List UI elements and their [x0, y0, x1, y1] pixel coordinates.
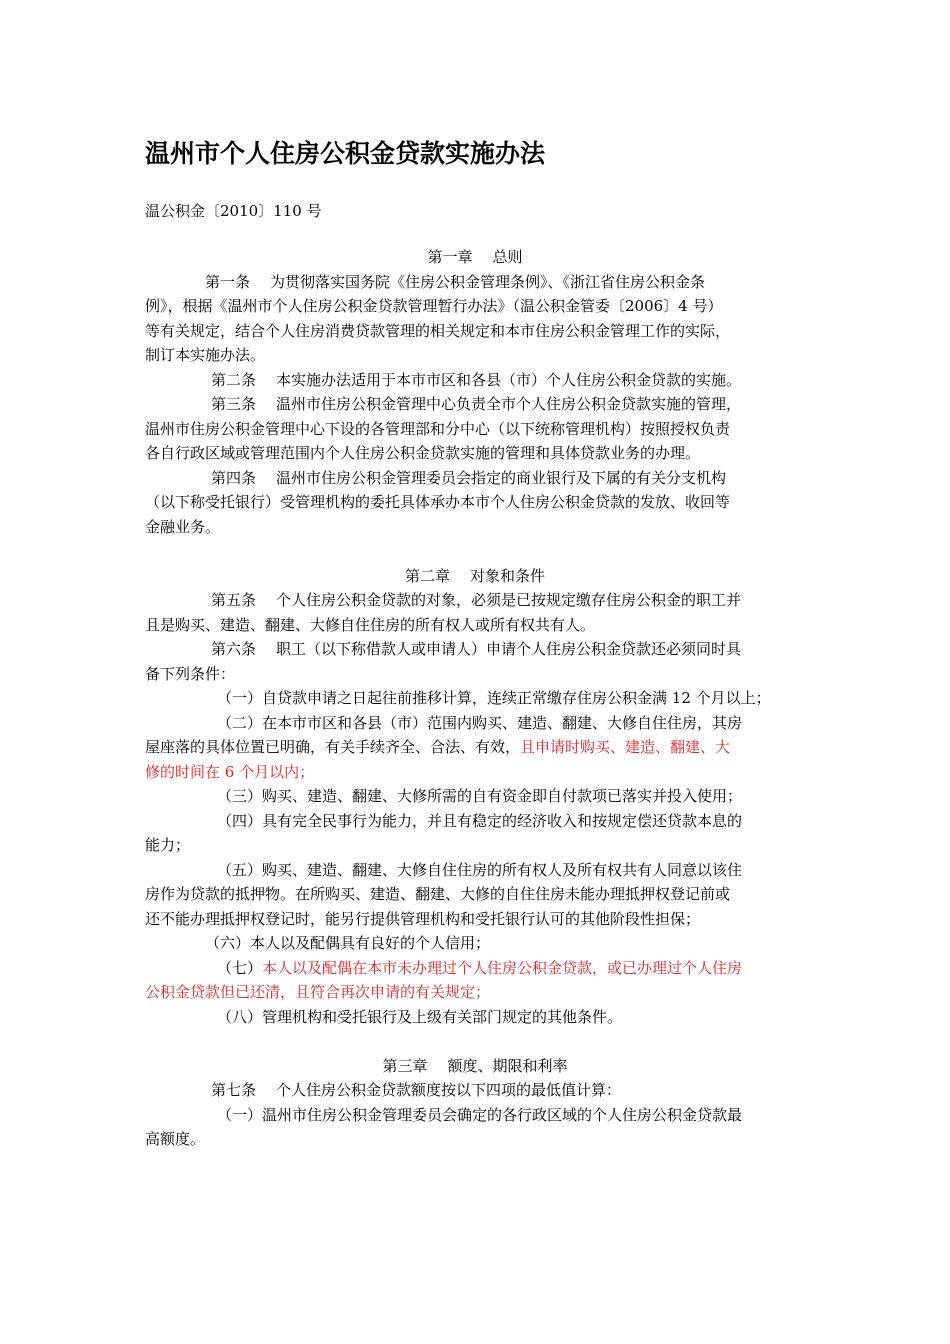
article-1-label: 第一条 [205, 272, 251, 291]
article-3 [145, 392, 805, 466]
document-number: 温公积金〔2010〕110 号 [145, 202, 322, 220]
paragraph-line: （四）具有完全民事行为能力，并且有稳定的经济收入和按规定偿还贷款本息的 [217, 811, 743, 830]
article-4 [145, 466, 805, 540]
chapter2-title: 对象和条件 [470, 566, 546, 585]
paragraph-line: 还不能办理抵押权登记时，能另行提供管理机构和受托银行认可的其他阶段性担保； [145, 909, 701, 928]
paragraph-line: 等有关规定，结合个人住房消费贷款管理的相关规定和本市住房公积金管理工作的实际， [145, 321, 731, 340]
paragraph-line: （以下称受托银行）受管理机构的委托具体承办本市个人住房公积金贷款的发放、收回等 [145, 493, 731, 511]
document-body [145, 245, 805, 1152]
paragraph-line: 职工（以下称借款人或申请人）申请个人住房公积金贷款还必须同时具 [276, 640, 742, 658]
condition-item-5 [145, 858, 805, 932]
article-2-label: 第二条 [211, 370, 257, 389]
article-6 [145, 637, 805, 686]
document-title: 温州市个人住房公积金贷款实施办法 [145, 139, 546, 168]
paragraph-line: （一）温州市住房公积金管理委员会确定的各行政区域的个人住房公积金贷款最 [217, 1105, 743, 1124]
chapter2-number: 第二章 [404, 566, 450, 585]
paragraph-line: 温州市住房公积金管理委员会指定的商业银行及下属的有关分支机构 [276, 468, 727, 487]
article-5 [145, 588, 805, 637]
paragraph-line: 本实施办法适用于本市市区和各县（市）个人住房公积金贷款的实施。 [276, 370, 742, 389]
highlighted-text: 且申请时购买、建造、翻建、大 [520, 738, 731, 756]
article-7 [145, 1078, 805, 1103]
chapter1-heading [145, 245, 805, 270]
paragraph-line: 屋座落的具体位置已明确，有关手续齐全、合法、有效， [145, 738, 521, 756]
condition-item-3: （三）购买、建造、翻建、大修所需的自有资金即自付款项已落实并投入使用； [217, 787, 743, 805]
paragraph-line: （七） [217, 958, 263, 977]
paragraph-line: 个人住房公积金贷款额度按以下四项的最低值计算： [276, 1081, 622, 1099]
article-3-label: 第三条 [211, 395, 257, 413]
article-1 [145, 270, 805, 368]
highlighted-text: 本人以及配偶在本市未办理过个人住房公积金贷款，或已办理过个人住房 [262, 958, 743, 977]
chapter3-number: 第三章 [382, 1056, 428, 1075]
paragraph-line: （五）购买、建造、翻建、大修自住住房的所有权人及所有权共有人同意以该住 [217, 860, 743, 879]
condition-item-2 [145, 711, 805, 785]
paragraph-line: 高额度。 [145, 1130, 206, 1148]
condition-item-4 [145, 809, 805, 858]
article-7-label: 第七条 [211, 1081, 257, 1099]
paragraph-line: 且是购买、建造、翻建、大修自住住房的所有权人或所有权共有人。 [145, 615, 596, 634]
paragraph-line: 各自行政区域或管理范围内个人住房公积金贷款实施的管理和具体贷款业务的办理。 [145, 444, 701, 462]
paragraph-line: 温州市住房公积金管理中心负责全市个人住房公积金贷款实施的管理， [276, 395, 742, 413]
article-6-label: 第六条 [211, 640, 257, 658]
chapter1-title: 总则 [492, 248, 523, 266]
paragraph-line: 温州市住房公积金管理中心下设的各管理部和分中心（以下统称管理机构）按照授权负责 [145, 419, 731, 438]
paragraph-line: 为贯彻落实国务院《住房公积金管理条例》、《浙江省住房公积金条 [270, 272, 706, 291]
amount-item-1 [145, 1103, 805, 1152]
article-5-label: 第五条 [211, 591, 257, 609]
paragraph-line: 例》，根据《温州市个人住房公积金贷款管理暂行办法》（温公积金管委〔2006〕4 号） [145, 297, 723, 315]
paragraph-line: （二）在本市市区和各县（市）范围内购买、建造、翻建、大修自住住房，其房 [217, 713, 743, 732]
chapter3-heading [145, 1054, 805, 1079]
chapter1-number: 第一章 [427, 248, 473, 266]
paragraph-line: 能力； [145, 836, 191, 854]
paragraph-line: 房作为贷款的抵押物。在所购买、建造、翻建、大修的自住住房未能办理抵押权登记前或 [145, 885, 731, 903]
chapter2-heading [145, 564, 805, 589]
condition-item-8: （八）管理机构和受托银行及上级有关部门规定的其他条件。 [217, 1007, 623, 1026]
paragraph-line: 制订本实施办法。 [145, 346, 266, 364]
article-2 [145, 368, 805, 393]
paragraph-line: 备下列条件： [145, 664, 236, 683]
condition-item-1: （一）自贷款申请之日起往前推移计算，连续正常缴存住房公积金满 12 个月以上； [217, 689, 771, 707]
condition-item-7 [145, 956, 805, 1005]
highlighted-text: 公积金贷款但已还清，且符合再次申请的有关规定； [145, 983, 491, 1001]
highlighted-text: 修的时间在 6 个月以内； [145, 762, 315, 781]
paragraph-line: 个人住房公积金贷款的对象，必须是已按规定缴存住房公积金的职工并 [276, 591, 742, 609]
chapter3-title: 额度、期限和利率 [447, 1056, 568, 1075]
condition-item-6: （六）本人以及配偶具有良好的个人信用； [205, 934, 491, 952]
article-4-label: 第四条 [211, 468, 257, 487]
paragraph-line: 金融业务。 [145, 517, 221, 536]
